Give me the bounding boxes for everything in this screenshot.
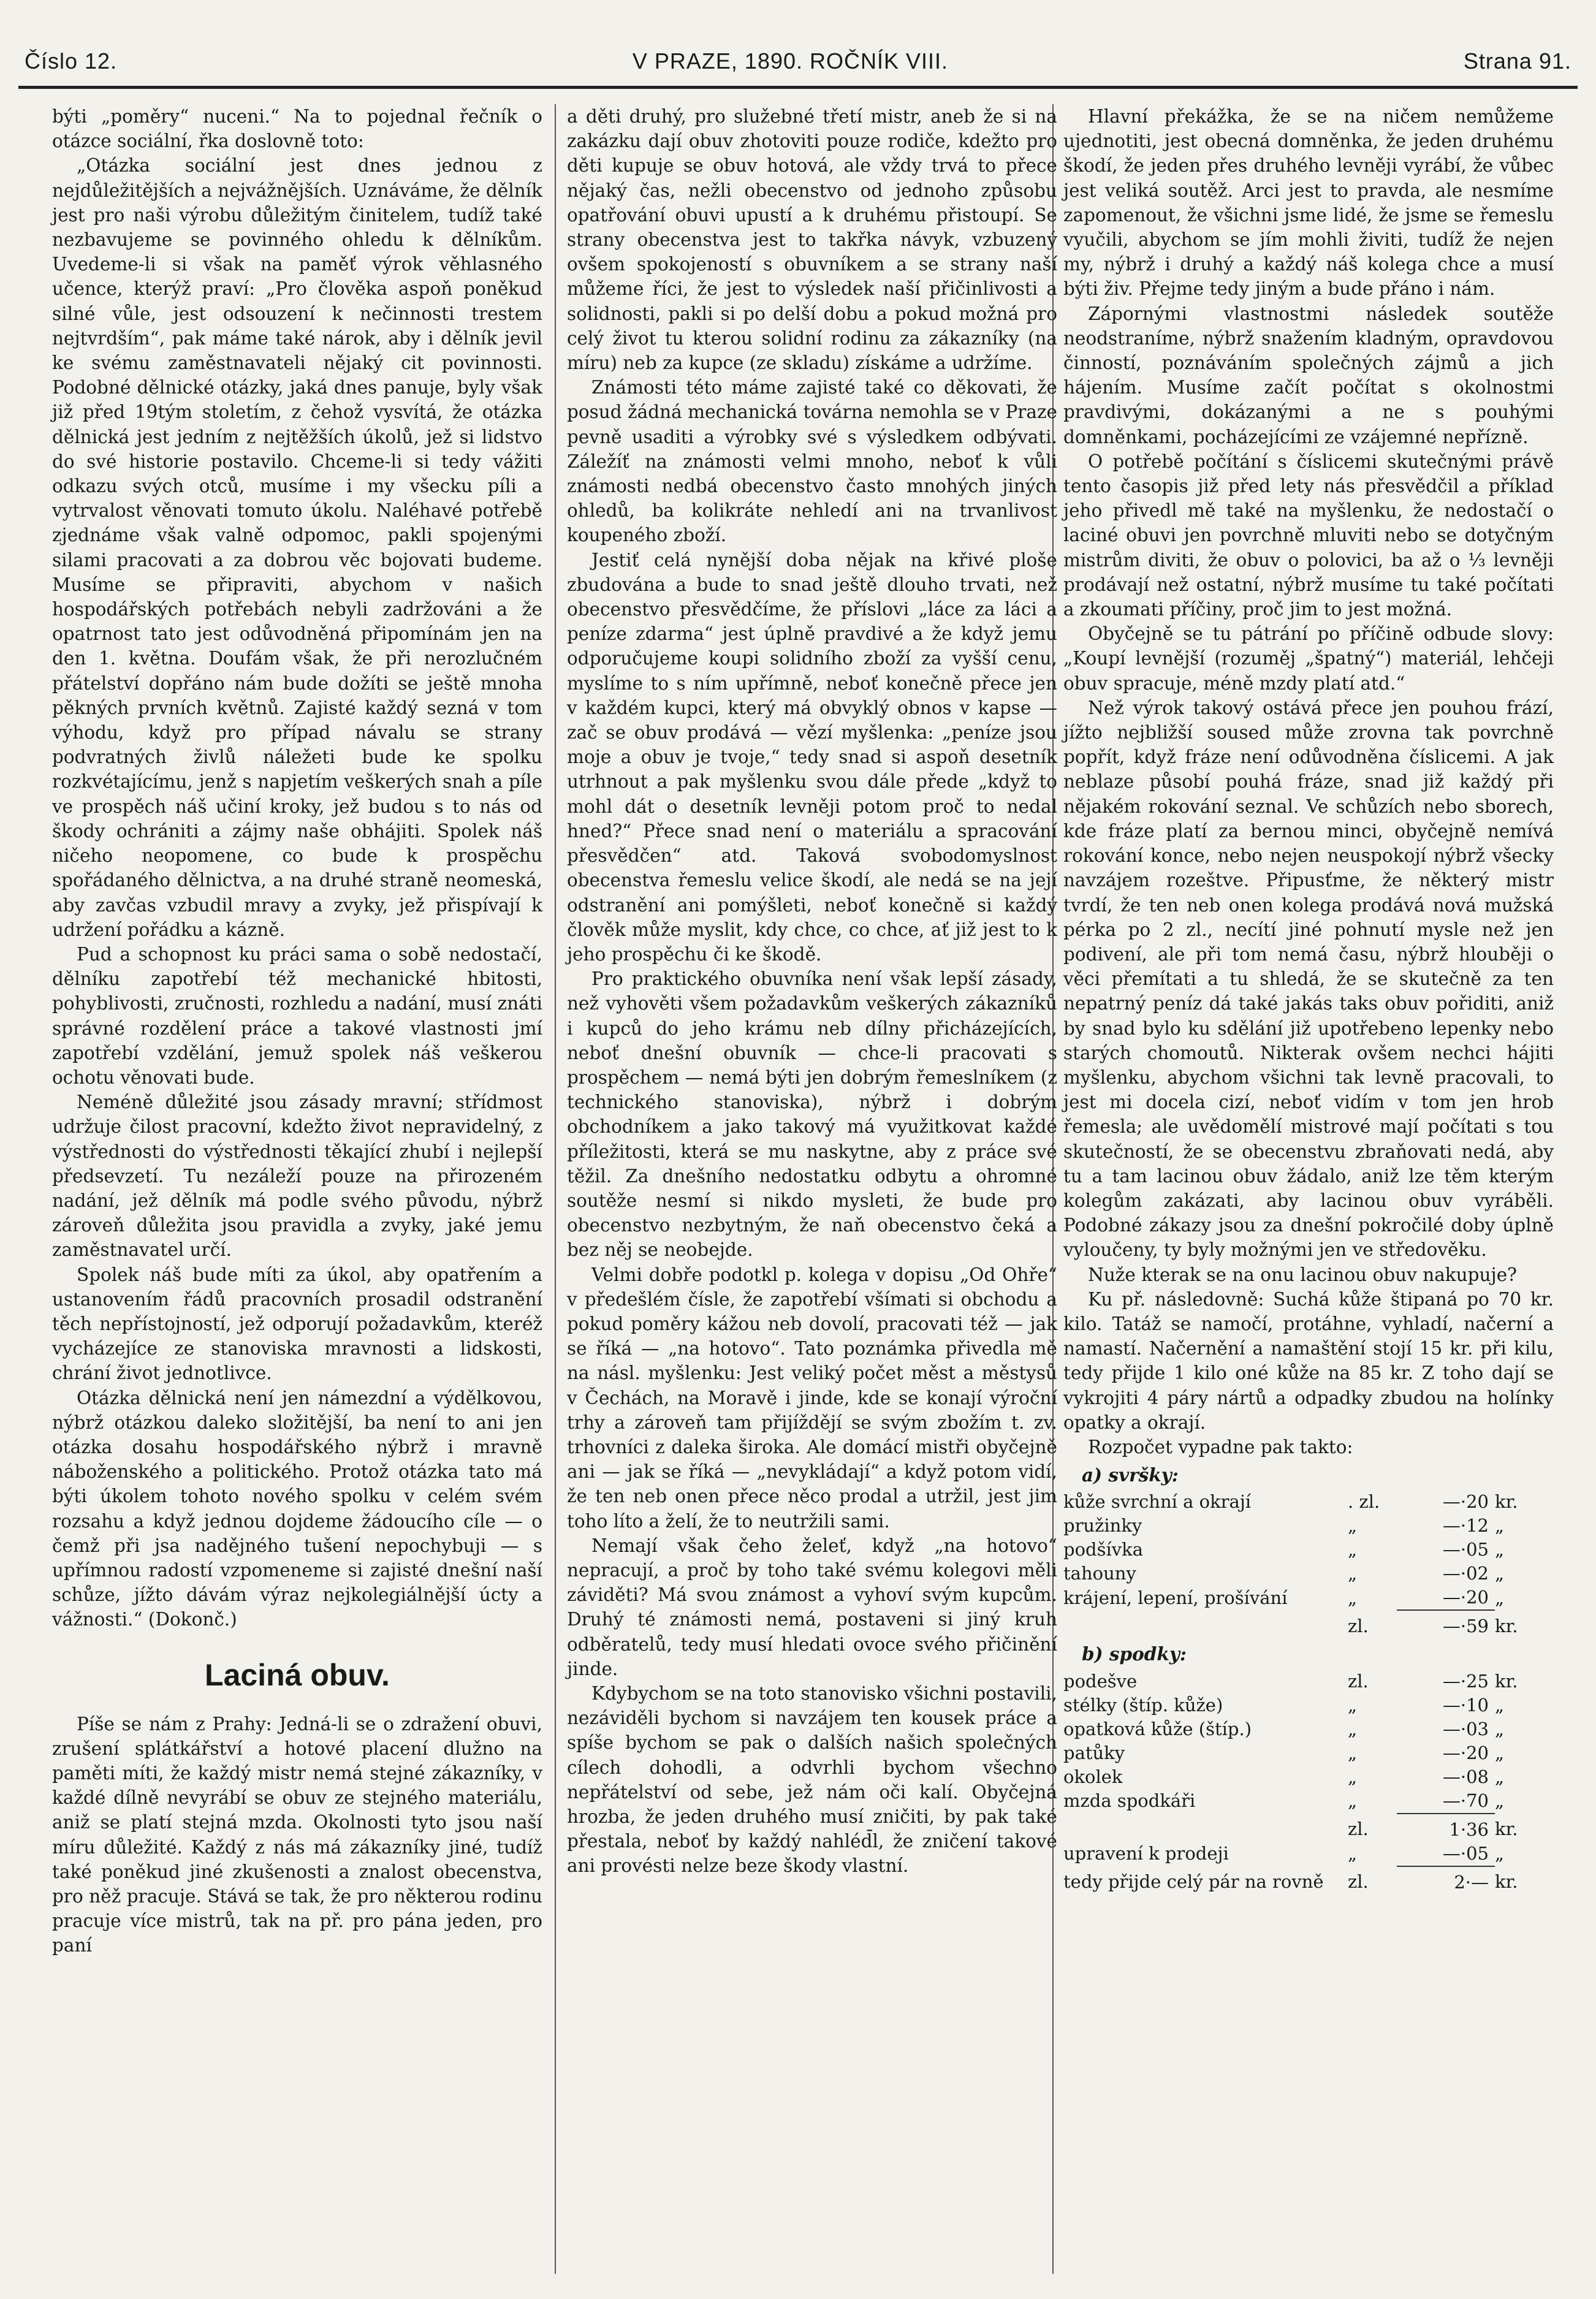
item-amount: —·70 xyxy=(1442,1790,1489,1811)
item-currency: „ xyxy=(1348,1843,1358,1864)
subtotal-currency: zl. xyxy=(1348,1615,1369,1636)
grand-total-row xyxy=(1063,1866,1554,1894)
paragraph: býti „poměry“ nuceni.“ Na to pojednal řečník o otázce sociální, řka doslovně toto: xyxy=(52,106,542,152)
subtotal-unit: kr. xyxy=(1495,1615,1518,1636)
budget-table-spodky xyxy=(1063,1670,1554,1894)
article-title: Laciná obuv. xyxy=(205,1657,390,1692)
item-label: mzda spodkáři xyxy=(1063,1790,1196,1812)
budget-intro: Rozpočet vypadne pak takto: xyxy=(1088,1436,1353,1457)
table-row xyxy=(1063,1490,1554,1514)
section-label-svrsky: a) svršky: xyxy=(1082,1464,1179,1486)
paragraph: Otázka dělnická není jen námezdní a výdělkovou, nýbrž otázkou daleko složitější, ba není to ani jen otázka dosahu hospodářského nýbrž i mravně náboženského a politického. Protož otázka tato má býti úkolem tohoto nového spolku v celém svém rozsahu a když jednou dojdeme žádoucího cíle — o čemž při jsa nadějného tušení nepochybuji — s upřímnou radostí vzpomeneme si zajisté dnešní naší schůze, jížto dávám výraz nejkolegiálnější úcty a vážnosti.“ (Dokonč.) xyxy=(52,1387,542,1630)
table-row xyxy=(1063,1765,1554,1789)
paragraph: Ku př. následovně: Suchá kůže štipaná po 70 kr. kilo. Tatáž se namočí, protáhne, vyhladí, načerní a namastí. Načernění a namaštění stojí 15 kr. při kilu, tedy přijde 1 kilo oné kůže na 85 kr. Z toho dají se vykrojiti 4 páry nártů a odpadky zbudou na holínky opatky a okrají. xyxy=(1063,1288,1554,1433)
item-amount: —·10 xyxy=(1442,1694,1489,1716)
item-currency: „ xyxy=(1348,1718,1358,1739)
paragraph: „Otázka sociální jest dnes jednou z nejdůležitějších a nejvážnějších. Uznáváme, že dělník jest pro naši výrobu důležitým činitelem, tudíž také nezbavujeme se povinného ohledu k dělníkům. Uvedeme-li si však na paměť výrok věhlasného učence, kterýž praví: „Pro člověka aspoň poněkud silné vůle, jest odsouzení k nečinnosti trestem nejtvrdším“, pak máme také nárok, aby i dělník jevil ke svému zaměstnavateli nějaký cit povinnosti. Podobné dělnické otázky, jaká dnes panuje, byly však již před 19tým stoletím, z čehož vysvítá, že otázka dělnická jest jedním z nejtěžších úkolů, jež si lidstvo do své historie postavilo. Chceme-li si tedy vážiti odkazu svých otců, musíme i my všecku píli a vytrvalost věnovati tomuto úkolu. Naléhavé potřebě zjednáme však valně odpomoc, pakli spojenými silami pracovati a za dobrou věc bojovati budeme. Musíme se připraviti, abychom v našich hospodářských potřebách nebyli zadržováni a že opatrnost tato jest odůvodněná připomínám jen na den 1. května. Doufám však, že při nerozlučném přátelství dopřáno nám bude dožíti se ještě mnoha pěkných prvních květnů. Zajisté každý sezná v tom výhodu, když pro případ návalu se strany podvratných živlů náležeti bude ke spolku rozkvétajícímu, jenž s napjetím veškerých snah a píle ve prospěch náš učiní kroky, jež budou s to nás od škody ochrániti a zájmy naše obhájiti. Spolek náš ničeho neopomene, co bude k prospěchu spořádaného dělnictva, a na druhé straně neomeská, aby zavčas vzbudil mravy a zvyky, jež přispívají k udržení pořádku a kázně. xyxy=(52,155,543,940)
item-currency: „ xyxy=(1348,1790,1358,1812)
item-currency: zl. xyxy=(1348,1670,1369,1692)
table-row xyxy=(1063,1514,1554,1538)
header-rule xyxy=(18,86,1578,89)
paragraph: a děti druhý, pro služebné třetí mistr, aneb že si na zakázku dají obuv zhotoviti pouze rodiče, kdežto pro děti kupuje se obuv hotová, ale vždy trvá to přece nějaký čas, nežli obecenstvo od jednoho způsobu opatřování obuvi upustí a k druhému přistoupí. Se strany obecenstva jest to takřka návyk, vzbuzený ovšem spokojeností s obuvníkem a se strany naší můžeme říci, že jest to výsledek naší přičinlivosti a solidnosti, pakli si po delší dobu a pokud možná pro celý život tu kterou solidní rodinu za zákazníky (na míru) neb za kupce (ze skladu) získáme a udržíme. xyxy=(567,106,1057,374)
item-label: podešve xyxy=(1063,1670,1138,1692)
table-row xyxy=(1063,1586,1554,1610)
item-currency: „ xyxy=(1348,1766,1358,1787)
item-label: pružinky xyxy=(1063,1515,1142,1537)
paragraph: O potřebě počítání s číslicemi skutečnými právě tento časopis již před lety nás přesvědčil a příklad jeho přivedl mě také na myšlenku, že nedostačí o laciné obuvi jen povrchně mluviti nebo se dotyčným mistrům diviti, že obuv o polovici, ba až o ⅓ levněji prodávají než ostatní, nýbrž musíme tu také počítati a zkoumati příčiny, proč jim to jest možná. xyxy=(1063,450,1554,620)
item-unit: „ xyxy=(1495,1587,1505,1608)
item-unit: „ xyxy=(1495,1742,1505,1763)
column-3 xyxy=(1063,104,1554,1894)
item-label: kůže svrchní a okrají xyxy=(1063,1491,1252,1513)
paragraph: Spolek náš bude míti za úkol, aby opatřením a ustanovením řádů pracovních prosadil odstranění těch nepřístojností, jež odporují požadavkům, kteréž vycházejíce ze stanoviska mravnosti a lidskosti, chrání život jednotlivce. xyxy=(52,1264,542,1384)
item-currency: „ xyxy=(1348,1742,1358,1763)
item-label: stélky (štíp. kůže) xyxy=(1063,1694,1223,1716)
item-label: krájení, lepení, prošívání xyxy=(1063,1587,1288,1608)
item-amount: —·05 xyxy=(1442,1539,1489,1560)
item-amount: —·20 xyxy=(1442,1491,1489,1513)
paragraph: Velmi dobře podotkl p. kolega v dopisu „Od Ohře“ v předešlém čísle, že zapotřebí všímati si obchodu a pokud poměry kážou neb dovolí, pracovati též — jak se říká — „na hotovo“. Tato poznámka přivedla mě na násl. myšlenku: Jest veliký počet měst a městysů v Čechách, na Moravě i jinde, kde se konají výroční trhy a zároveň tam přijíždějí se svým zbožím t. zv. trhovníci z daleka široka. Ale domácí mistři obyčejně ani — jak se říká — „nevykládají“ a když potom vidí, že ten neb onen přece něco prodal a utržil, jest jim toho líto a želí, že to neutržili sami. xyxy=(567,1264,1057,1532)
table-row xyxy=(1063,1842,1554,1866)
item-unit: kr. xyxy=(1495,1871,1518,1893)
item-amount: —·20 xyxy=(1442,1742,1489,1763)
table-row xyxy=(1063,1670,1554,1693)
subtotal-amount: —·59 xyxy=(1397,1610,1495,1638)
paragraph: Neméně důležité jsou zásady mravní; střídmost udržuje čilost pracovní, kdežto život nepravidelný, z výstřednosti do výstřednosti těkající zhubí i nejlepší předsevzetí. Tu nezáleží pouze na přirozeném nadání, jež dělník má podle svého původu, nýbrž zároveň důležita jsou pravidla a zvyky, jaké jemu zaměstnavatel určí. xyxy=(52,1092,542,1261)
item-amount: —·02 xyxy=(1442,1563,1489,1584)
paragraph: Hlavní překážka, že se na ničem nemůžeme ujednotiti, jest obecná domněnka, že jeden druhému škodí, že jeden přes druhého levněji vyrábí, že vůbec jest veliká soutěž. Arci jest to pravda, ale nesmíme zapomenout, že všichni jsme lidé, že jsme se řemeslu vyučili, abychom se jím mohli živiti, tudíž že nejen my, nýbrž i druhý a každý náš kolega chce a musí býti živ. Přejme tedy jiným a bude přáno i nám. xyxy=(1063,106,1554,300)
item-unit: „ xyxy=(1495,1694,1505,1716)
item-currency: „ xyxy=(1348,1563,1358,1584)
item-label: tedy přijde celý pár na rovně xyxy=(1063,1871,1324,1893)
item-unit: „ xyxy=(1495,1563,1505,1584)
item-currency: „ xyxy=(1348,1515,1358,1537)
item-amount: —·20 xyxy=(1442,1587,1489,1608)
item-unit: kr. xyxy=(1495,1670,1518,1692)
item-currency: . zl. xyxy=(1348,1491,1380,1513)
subtotal-unit: kr. xyxy=(1495,1818,1518,1840)
item-unit: „ xyxy=(1495,1718,1505,1739)
item-currency: „ xyxy=(1348,1539,1358,1560)
table-row xyxy=(1063,1789,1554,1814)
paragraph: Zápornými vlastnostmi následek soutěže neodstraníme, nýbrž snažením kladným, opravdovou činností, poznáváním společných zájmů a jich hájením. Musíme začít počítat s okolnostmi pravdivými, dokázanými a ne s pouhými domněnkami, pocházejícími ze vzájemné nepřízně. xyxy=(1063,303,1554,447)
item-amount: —·03 xyxy=(1442,1718,1489,1739)
item-amount: 2·— xyxy=(1397,1866,1495,1894)
column-1 xyxy=(52,104,542,1958)
item-label: opatková kůže (štíp.) xyxy=(1063,1718,1252,1739)
item-amount: —·25 xyxy=(1442,1670,1489,1692)
item-label: upravení k prodeji xyxy=(1063,1843,1229,1864)
item-unit: „ xyxy=(1495,1790,1505,1812)
paragraph: Obyčejně se tu pátrání po příčině odbude slovy: „Koupí levnější (rozuměj „špatný“) materiál, lehčeji obuv spracuje, méně mzdy platí atd.“ xyxy=(1063,623,1554,694)
running-head xyxy=(25,43,1571,80)
table-row xyxy=(1063,1562,1554,1586)
item-currency: „ xyxy=(1348,1694,1358,1716)
page-number: Strana 91. xyxy=(1463,48,1571,74)
column-2 xyxy=(567,104,1057,1879)
item-currency: „ xyxy=(1348,1587,1358,1608)
table-row xyxy=(1063,1741,1554,1765)
item-unit: „ xyxy=(1495,1843,1505,1864)
paragraph: Jestiť celá nynější doba nějak na křivé ploše zbudována a bude to snad ještě dlouho trvati, než obecenstvo přesvědčíme, že příslovi „láce za láci a peníze zdarma“ jest úplně pravdivé a že když jemu odporučujeme koupi solidního zboží za vyšší cenu, myslíme to s ním upřímně, neboť konečně přece jen v každém kupci, který má obvyklý obnos v kapse — zač se obuv prodává — vězí myšlenka: „peníze jsou moje a obuv je tvoje,“ tedy snad si aspoň desetník utrhnout a pak myšlenku svou dále přede „když to mohl dát o desetník levněji potom proč to nedal hned?“ Přece snad není o materiálu a spracování přesvědčen“ atd. Taková svobodomyslnost obecenstva řemeslu velice škodí, ale nedá se na její odstranění ani pomýšleti, neboť konečně si každý člověk může myslit, kdy chce, co chce, ať již jest to k jeho prospěchu či ke škodě. xyxy=(567,549,1057,965)
subtotal-amount: 1·36 xyxy=(1397,1814,1495,1842)
item-unit: kr. xyxy=(1495,1491,1518,1513)
item-amount: —·12 xyxy=(1442,1515,1489,1537)
budget-table-svrsky xyxy=(1063,1490,1554,1638)
item-unit: „ xyxy=(1495,1539,1505,1560)
paragraph: Píše se nám z Prahy: Jedná-li se o zdražení obuvi, zrušení splátkářství a hotové placení dlužno na paměti míti, že každý mistr nemá stejné zákazníky, v každé dílně nevyrábí se obuv ze stejného materiálu, aniž se platí stejná mzda. Okolnosti tyto jsou naší míru důležité. Každý z nás má zákazníky jiné, tudíž také poněkud jiné zkušenosti a znalost obecenstva, pro něž pracuje. Stává se tak, že pro některou rodinu pracuje více mistrů, tak na př. pro pána jeden, pro paní xyxy=(52,1713,542,1956)
dateline: V PRAZE, 1890. ROČNÍK VIII. xyxy=(632,48,949,74)
item-amount: —·08 xyxy=(1442,1766,1489,1787)
paragraph: Známosti této máme zajisté také co děkovati, že posud žádná mechanická továrna nemohla se v Praze pevně usaditi a výrobky své s výsledkem odbývati. Záležíť na známosti velmi mnoho, neboť k vůli známosti nedbá obecenstvo často mnohých jiných ohledů, ba kolikráte nehledí ani na trvanlivost koupeného zboží. xyxy=(567,377,1057,546)
paragraph: Nemají však čeho želeť, když „na hotovo“ nepracují, a proč by toho také svému kolegovi měli záviděti? Má svou známost a vyhoví svým kupcům. Druhý té známosti nemá, postaveni si jiný kruh odběratelů, tedy musí hledati ovoce svého přičinění jinde. xyxy=(567,1535,1057,1679)
subtotal-row xyxy=(1063,1610,1554,1638)
paragraph: Než výrok takový ostává přece jen pouhou frází, jížto nejbližší soused může zrovna tak povrchně popřít, když fráze není odůvodněna číslicemi. A jak neblaze působí pouhá fráze, snad již každý při nějakém rokování seznal. Ve schůzích nebo sborech, kde fráze platí za bernou minci, obyčejně nemívá rokování konce, nebo nejen neuspokojí nýbrž všecky navzájem rozeštve. Připusťme, že některý mistr tvrdí, že ten neb onen kolega prodává nová mužská pérka po 2 zl., necítí jiné pohnutí mysle než jen podivení, ale při tom nemá času, nýbrž hlouběji o věci přemítati a tu shledá, že se skutečně za ten nepatrný peníz dá také jakás taks obuv pořiditi, aniž by snad bylo ku sdělání již upotřebeno lepenky nebo starých chomoutů. Nikterak ovšem nechci hájiti myšlenku, abychom všichni tak levně pracovali, to jest mi docela cizí, neboť vidím v tom jen hrob řemesla; ale uvědomělí mistrové mají počítati s tou skutečností, že se obecenstvu zbraňovati nedá, aby tu a tam lacinou obuv žádalo, aniž lze těm kterým kolegům zakázati, aby lacinou obuv vyráběli. Podobné zákazy jsou za dnešní pokročilé doby úplně vyloučeny, ty byly možnými jen ve středověku. xyxy=(1063,697,1554,1261)
table-row xyxy=(1063,1717,1554,1741)
issue-number: Číslo 12. xyxy=(25,48,118,74)
table-row xyxy=(1063,1693,1554,1717)
item-unit: „ xyxy=(1495,1515,1505,1537)
section-label-spodky: b) spodky: xyxy=(1082,1643,1187,1665)
subtotal-currency: zl. xyxy=(1348,1818,1369,1840)
item-label: podšívka xyxy=(1063,1539,1143,1560)
paragraph: Pud a schopnost ku práci sama o sobě nedostačí, dělníku zapotřebí též mechanické hbitosti, pohyblivosti, zručnosti, rozhledu a nadání, musí znáti správné rozdělení práce a takové vlastnosti jmí zapotřebí vzdělání, jemuž spolek náš veškerou ochotu věnovati bude. xyxy=(52,943,542,1088)
item-label: patůky xyxy=(1063,1742,1125,1763)
paragraph: Nuže kterak se na onu lacinou obuv nakupuje? xyxy=(1088,1264,1517,1285)
item-unit: „ xyxy=(1495,1766,1505,1787)
paragraph: Pro praktického obuvníka není však lepší zásady, než vyhověti všem požadavkům veškerých zákazníků i kupců do jeho krámu neb dílny přicházejících, neboť dnešní obuvník — chce-li pracovati s prospěchem — nemá býti jen dobrým řemeslníkem (z technického stanoviska), nýbrž i dobrým obchodníkem a jako takový má využitkovat každé příležitosti, která se mu naskytne, aby z práce své těžil. Za dnešního nedostatku odbytu a ohromné soutěže nesmí si nikdo mysleti, že bude pro obecenstvo nezbytným, že naň obecenstvo čeká a bez něj se neobejde. xyxy=(567,968,1057,1261)
table-row xyxy=(1063,1538,1554,1562)
item-label: tahouny xyxy=(1063,1563,1136,1584)
item-label: okolek xyxy=(1063,1766,1123,1787)
item-currency: zl. xyxy=(1348,1871,1369,1893)
paragraph: Kdybychom se na toto stanovisko všichni postavili, nezáviděli bychom si navzájem ten kousek práce a spíše bychom se pak o dalších našich společných cílech dohodli, a odvrhli bychom všechno nepřátelství od sebe, jež nám oči kalí. Obyčejná hrozba, že jeden druhého musí zničiti, by pak také přestala, neboť by každý nahléd̄l, že zničení takové ani provésti nelze beze škody vlastní. xyxy=(567,1683,1057,1877)
item-amount: —·05 xyxy=(1442,1842,1489,1864)
subtotal-row xyxy=(1063,1814,1554,1842)
column-rule xyxy=(555,104,556,2274)
